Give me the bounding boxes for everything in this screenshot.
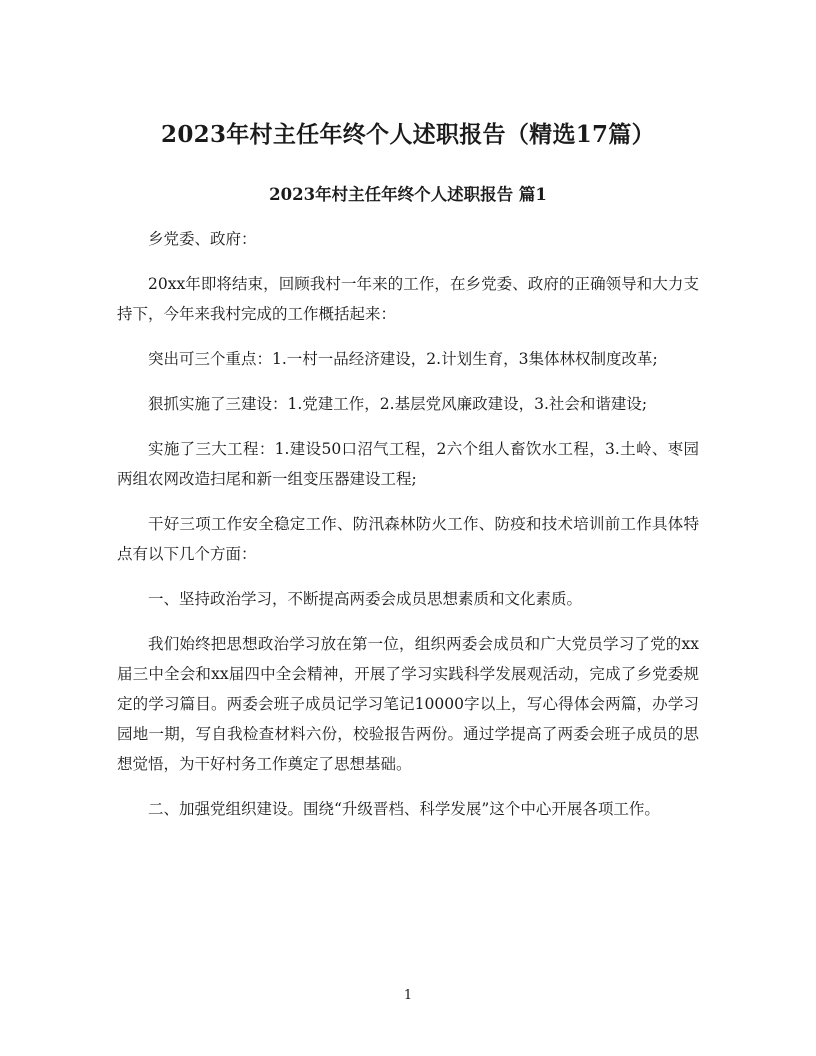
paragraph-three-focuses: 突出可三个重点：1.一村一品经济建设，2.计划生育，3集体林权制度改革; xyxy=(148,350,658,368)
paragraph-heading-one: 一、坚持政治学习，不断提高两委会成员思想素质和文化素质。 xyxy=(148,590,583,608)
paragraph-salutation: 乡党委、政府： xyxy=(148,230,257,248)
paragraph-three-constructions: 狠抓实施了三建设：1.党建工作，2.基层党风廉政建设，3.社会和谐建设; xyxy=(148,395,648,413)
paragraph-intro: 20xx年即将结束，回顾我村一年来的工作，在乡党委、政府的正确领导和大力支持下，今年来我村完成的工作概括起来： xyxy=(117,275,699,323)
document-title: 2023年村主任年终个人述职报告（精选17篇） xyxy=(161,121,655,148)
paragraph-study-details: 我们始终把思想政治学习放在第一位，组织两委会成员和广大党员学习了党的xx届三中全会和xx届四中全会精神，开展了学习实践科学发展观活动，完成了乡党委规定的学习篇目。两委会班子成员记学习笔记10000字以上，写心得体会两篇，办学习园地一期，写自我检查材料六份，校验报告两份。通过学提高了两委会班子成员的思想觉悟，为干好村务工作奠定了思想基础。 xyxy=(117,635,699,773)
section-title: 2023年村主任年终个人述职报告 篇1 xyxy=(269,185,547,204)
paragraph-three-projects: 实施了三大工程：1.建设50口沼气工程，2六个组人畜饮水工程，3.土岭、枣园两组农网改造扫尾和新一组变压器建设工程; xyxy=(117,440,699,488)
paragraph-three-tasks: 干好三项工作安全稳定工作、防汛森林防火工作、防疫和技术培训前工作具体特点有以下几个方面： xyxy=(117,515,699,563)
paragraph-heading-two: 二、加强党组织建设。围绕“升级晋档、科学发展”这个中心开展各项工作。 xyxy=(148,800,660,818)
page-number: 1 xyxy=(403,988,413,1003)
document-body xyxy=(117,224,699,839)
